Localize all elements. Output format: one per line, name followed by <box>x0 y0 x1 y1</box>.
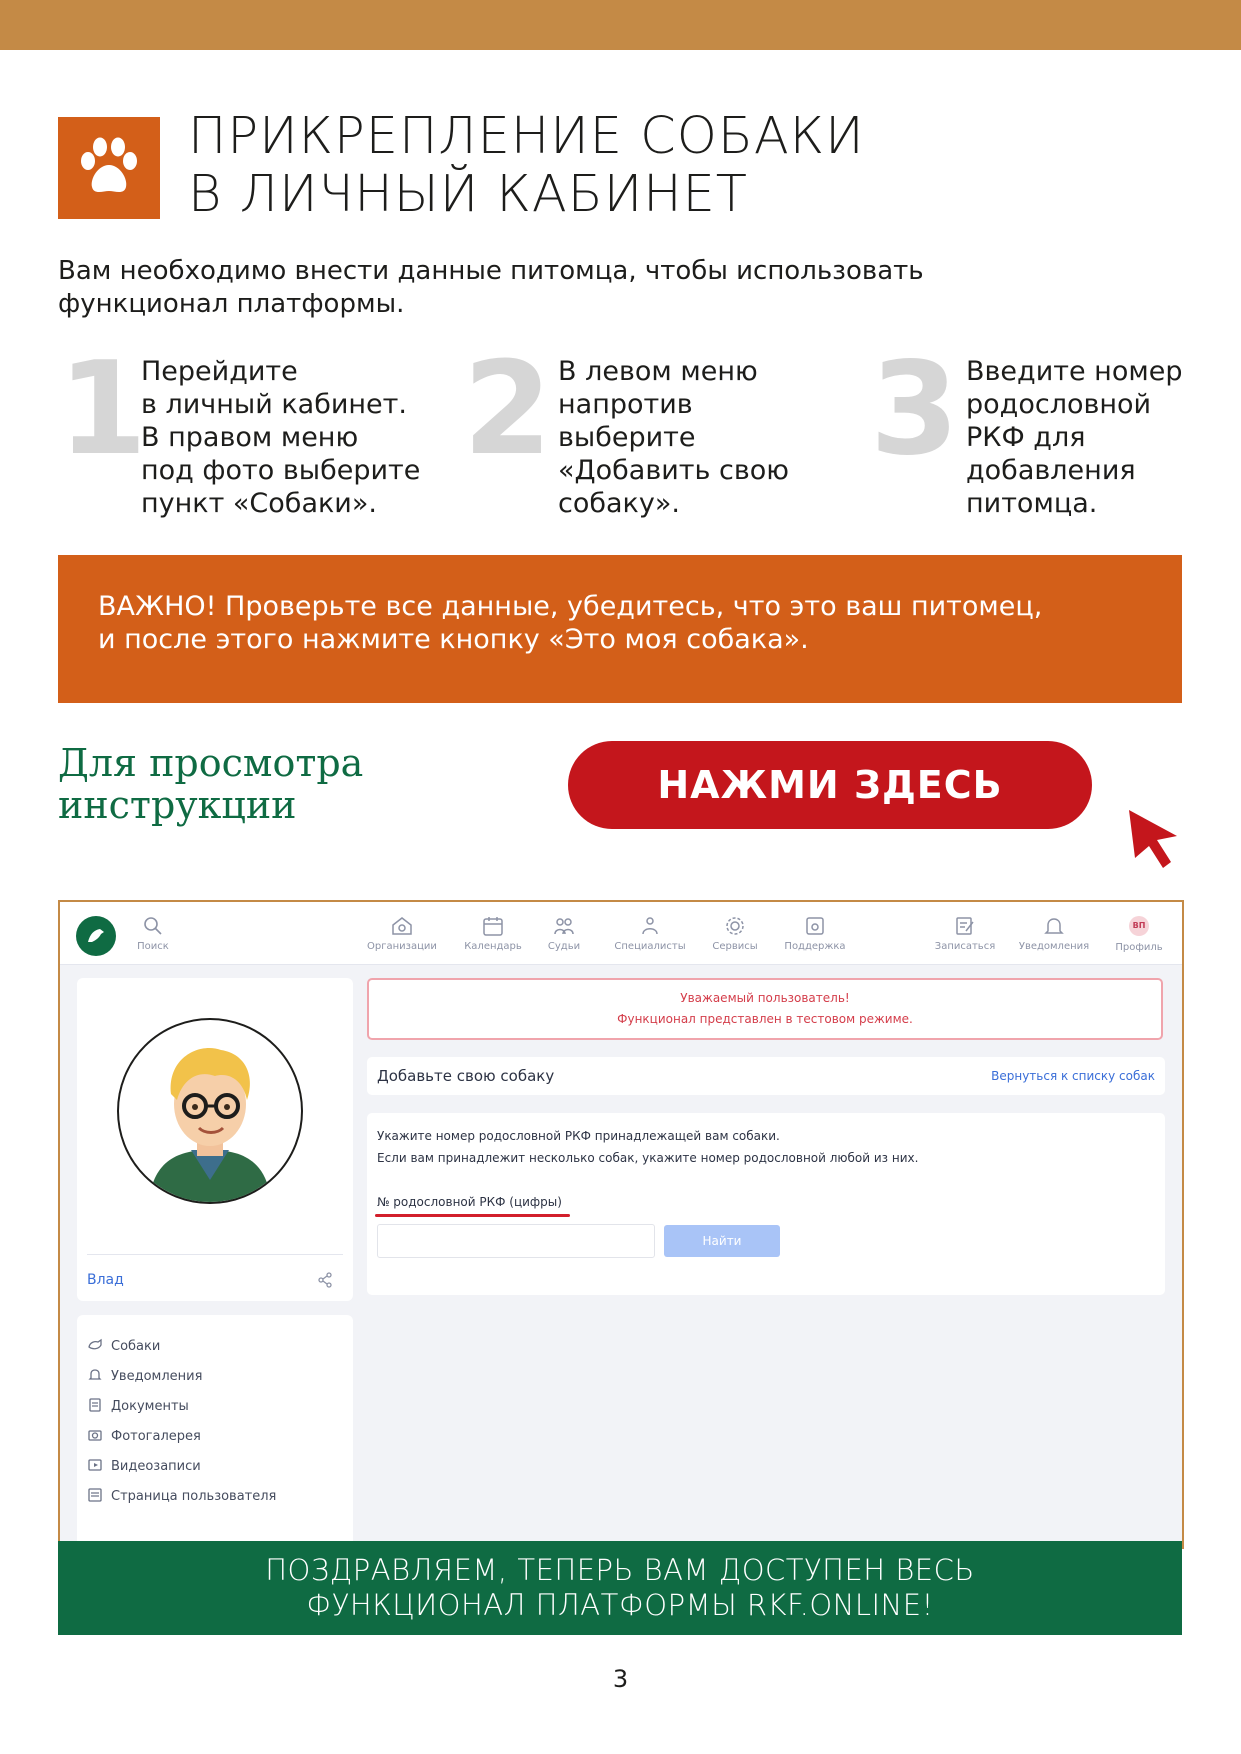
nav-services[interactable]: Сервисы <box>709 914 761 953</box>
specialists-icon <box>638 914 662 938</box>
calendar-icon <box>481 914 505 938</box>
menu-item-user-page[interactable]: Страница пользователя <box>87 1487 276 1504</box>
step-number-1: 1 <box>58 335 148 484</box>
nav-support[interactable]: Поддержка <box>782 914 848 953</box>
nav-search[interactable]: Поиск <box>130 914 176 953</box>
search-icon <box>141 914 165 938</box>
app-header <box>60 902 1182 965</box>
camera-icon <box>87 1427 103 1443</box>
highlight-underline <box>375 1214 570 1217</box>
support-icon <box>803 914 827 938</box>
instructions-label: Для просмотра инструкции <box>58 741 364 827</box>
platform-screenshot <box>58 900 1184 1549</box>
step-text-2: В левом меню напротив выберите «Добавить свою собаку». <box>558 356 790 519</box>
user-avatar <box>117 1018 303 1204</box>
important-notice: ВАЖНО! Проверьте все данные, убедитесь, что это ваш питомец, и после этого нажмите кнопку «Это моя собака». <box>58 555 1182 703</box>
dog-icon <box>87 1337 103 1353</box>
menu-item-notifications[interactable]: Уведомления <box>87 1367 202 1384</box>
cursor-arrow-icon <box>1125 806 1181 876</box>
organizations-icon <box>390 914 414 938</box>
profile-menu <box>77 1315 353 1549</box>
step-number-2: 2 <box>463 335 553 484</box>
document-icon <box>87 1397 103 1413</box>
paw-icon <box>58 117 160 219</box>
bell-icon <box>1042 914 1066 938</box>
user-name-link[interactable]: Влад <box>87 1272 124 1288</box>
step-number-3: 3 <box>870 335 960 484</box>
intro-text: Вам необходимо внести данные питомца, чтобы использовать функционал платформы. <box>58 256 924 319</box>
share-icon[interactable] <box>317 1272 333 1292</box>
nav-judges[interactable]: Судьи <box>542 914 586 953</box>
bell-icon <box>87 1367 103 1383</box>
nav-profile[interactable]: ВП Профиль <box>1113 914 1165 954</box>
rkf-logo-icon[interactable] <box>76 916 116 956</box>
click-here-button[interactable]: НАЖМИ ЗДЕСЬ <box>568 741 1092 829</box>
form-hint: Укажите номер родословной РКФ принадлежащей вам собаки. Если вам принадлежит несколько собак, укажите номер родословной любой из них. <box>377 1129 919 1165</box>
profile-card <box>77 978 353 1301</box>
menu-item-photogallery[interactable]: Фотогалерея <box>87 1427 201 1444</box>
page-title: ПРИКРЕПЛЕНИЕ СОБАКИ В ЛИЧНЫЙ КАБИНЕТ <box>188 107 865 224</box>
divider <box>87 1254 343 1255</box>
signup-edit-icon <box>953 914 977 938</box>
pedigree-form <box>367 1113 1165 1295</box>
back-to-dogs-link[interactable]: Вернуться к списку собак <box>991 1069 1155 1083</box>
judges-icon <box>552 914 576 938</box>
pedigree-number-input[interactable] <box>377 1224 655 1258</box>
step-text-1: Перейдите в личный кабинет. В правом меню под фото выберите пункт «Собаки». <box>141 356 421 519</box>
nav-organizations[interactable]: Организации <box>365 914 439 953</box>
top-color-bar <box>0 0 1241 50</box>
nav-notifications[interactable]: Уведомления <box>1017 914 1091 953</box>
menu-item-dogs[interactable]: Собаки <box>87 1337 160 1354</box>
avatar: ВП <box>1129 916 1149 936</box>
menu-item-videos[interactable]: Видеозаписи <box>87 1457 201 1474</box>
add-dog-header <box>367 1057 1165 1095</box>
add-dog-title: Добавьте свою собаку <box>377 1067 555 1085</box>
pedigree-label: № родословной РКФ (цифры) <box>377 1195 562 1209</box>
services-gear-icon <box>723 914 747 938</box>
nav-specialists[interactable]: Специалисты <box>613 914 687 953</box>
page-number: 3 <box>612 1665 629 1693</box>
congratulations-banner: ПОЗДРАВЛЯЕМ, ТЕПЕРЬ ВАМ ДОСТУПЕН ВЕСЬ ФУНКЦИОНАЛ ПЛАТФОРМЫ RKF.ONLINE! <box>58 1541 1182 1635</box>
step-text-3: Введите номер родословной РКФ для добавления питомца. <box>966 356 1183 519</box>
nav-signup[interactable]: Записаться <box>934 914 996 953</box>
find-button[interactable]: Найти <box>664 1225 780 1257</box>
video-icon <box>87 1457 103 1473</box>
test-mode-alert: Уважаемый пользователь! Функционал представлен в тестовом режиме. <box>367 978 1163 1040</box>
nav-calendar[interactable]: Календарь <box>461 914 525 953</box>
menu-item-documents[interactable]: Документы <box>87 1397 189 1414</box>
page-icon <box>87 1487 103 1503</box>
